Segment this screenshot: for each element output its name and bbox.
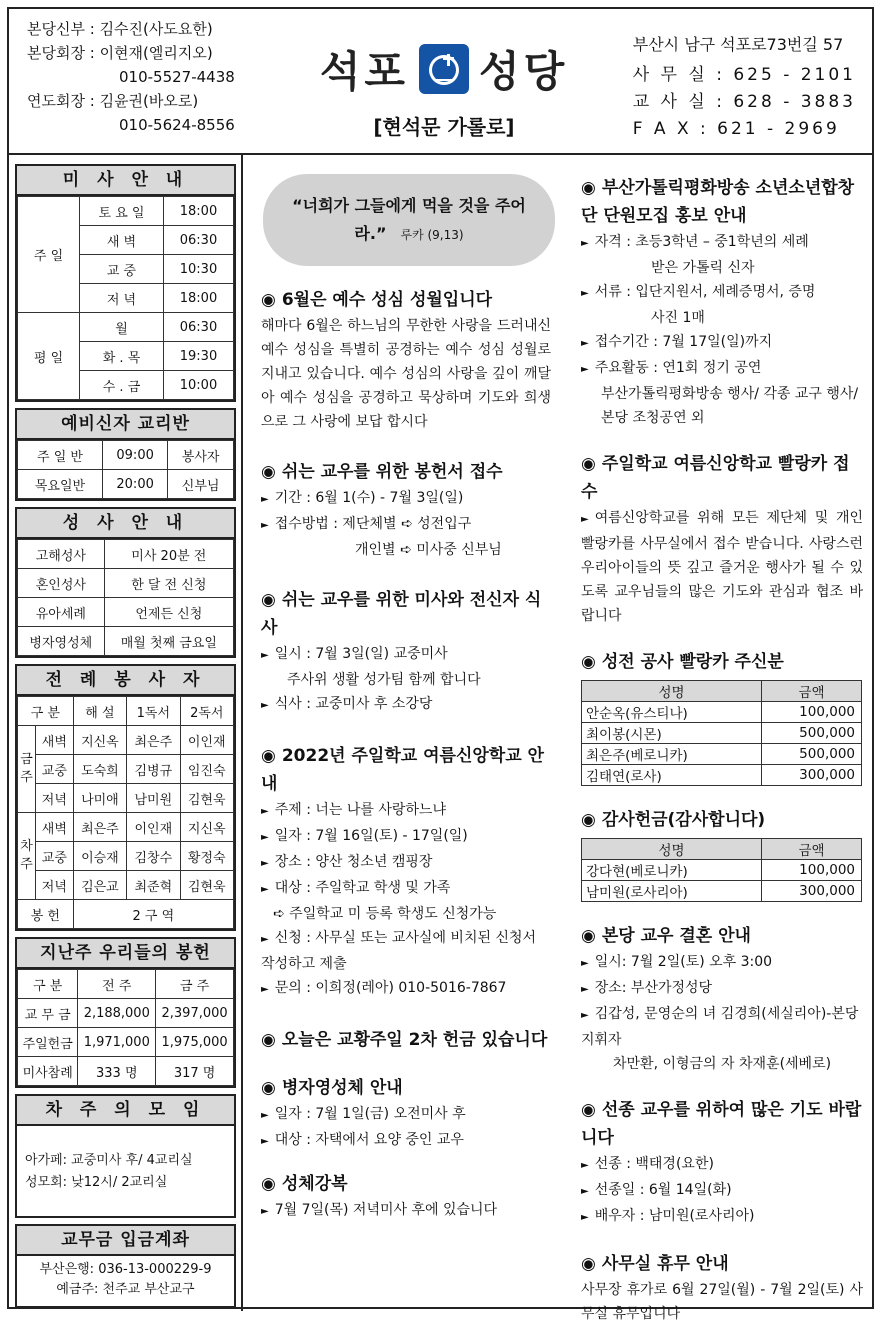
table-row: 남미원(로사리아) 300,000 xyxy=(582,881,862,902)
bullet-icon: ◉ xyxy=(261,462,276,482)
table-row: 안순옥(유스티나) 100,000 xyxy=(582,702,862,723)
patron-subtitle: [현석문 가롤로] xyxy=(373,115,515,139)
notice-title: 쉬는 교우를 위한 봉헌서 접수 xyxy=(281,462,503,482)
header-staff xyxy=(27,17,235,137)
arrow-icon: ► xyxy=(581,1160,589,1171)
notice-body: 사무장 휴가로 6월 27일(월) - 7월 2일(토) 사무실 휴무입니다 xyxy=(581,1282,863,1322)
notice-deceased: ◉ 선종 교우를 위하여 많은 기도 바랍니다 ► 선종 : 백태경(요한) ► 선종일 : 6월 14일(화) ► 배우자 : 남미원(로사리아) xyxy=(581,1100,862,1224)
notice-title: 성전 공사 빨랑카 주신분 xyxy=(601,652,784,672)
notice-summer-school: ◉ 2022년 주일학교 여름신앙학교 안내 ► 주제 : 너는 나를 사랑하느냐 ► 일자 : 7월 16일(토) - 17일(일) ► 장소 : 양산 청소년 캠핑장 ► 대상 : 주일학교 학생 및 가족 ➪ 주일학교 미 등록 학생도 신청가능 ► 신청 : 사무실 또는 교사실에 비치된 신청서 작성하고 제출 ► 문의 : 이희정(레아) 010-5016-7867 xyxy=(261,746,544,996)
left-sidebar xyxy=(15,164,236,1314)
quote-reference: 루카 (9,13) xyxy=(400,228,464,242)
table-row: 최이봉(시몬) 500,000 xyxy=(582,723,862,744)
quote-text: “너희가 그들에게 먹을 것을 주어라.” xyxy=(292,196,526,243)
arrow-icon: ► xyxy=(261,520,269,531)
header-contacts xyxy=(633,31,856,143)
notice-offering-letter: ◉ 쉬는 교우를 위한 봉헌서 접수 ► 기간 : 6월 1(수) - 7월 3일(일) ► 접수방법 : 제단체별 ➪ 성전입구 개인별 ➪ 미사중 신부님 xyxy=(261,462,503,558)
notice-pope-sunday xyxy=(261,1026,551,1054)
notice-title: 성체강복 xyxy=(281,1174,348,1194)
notice-sacred-heart xyxy=(261,286,551,434)
church-logo-icon xyxy=(419,44,469,94)
bullet-icon: ◉ xyxy=(581,1100,596,1120)
bullet-icon: ◉ xyxy=(581,926,596,946)
notice-choir-recruit: ◉ 부산가톨릭평화방송 소년소년합창단 단원모집 홍보 안내 ► 자격 : 초등3학년 – 중1학년의 세례 받은 가톨릭 신자 ► 서류 : 입단지원서, 세례증명서, 증명 사진 1매 ► 접수기간 : 7월 17일(일)까지 ► 주요활동 : 연1회 정기 공연 부산가톨릭평화방송 행사/ 각종 교구 행사/ 본당 조청공연 외 xyxy=(581,178,859,426)
sacrament-title: 성 사 안 내 xyxy=(17,509,234,539)
notice-title: 주일학교 여름신앙학교 빨랑카 접수 xyxy=(581,454,850,502)
bank-account: 부산은행: 036-13-000229-9 xyxy=(39,1262,212,1277)
arrow-icon: ► xyxy=(261,494,269,505)
arrow-icon: ► xyxy=(581,1186,589,1197)
table-row: 강다현(베로니카) 100,000 xyxy=(582,860,862,881)
president-phone: 010-5527-4438 xyxy=(119,68,235,86)
bullet-icon: ◉ xyxy=(261,1174,276,1194)
arrow-icon: ► xyxy=(261,700,269,711)
arrow-icon: ► xyxy=(261,934,269,945)
offering-table: 구 분 전 주 금 주 교 무 금 2,188,000 2,397,000 주일헌금 1,971,000 1,975,000 미사참례 333 명 317 명 xyxy=(17,969,234,1086)
arrow-icon: ► xyxy=(261,884,269,895)
meeting-line: 아가페: 교중미사 후/ 4교리실 xyxy=(25,1153,193,1168)
notice-sick-communion: ◉ 병자영성체 안내 ► 일자 : 7월 1일(금) 오전미사 후 ► 대상 : 자택에서 요양 중인 교우 xyxy=(261,1078,466,1148)
bullet-icon: ◉ xyxy=(261,1078,276,1098)
notice-summer-school-offering xyxy=(581,450,863,628)
bullet-icon: ◉ xyxy=(261,590,276,610)
mass-schedule-title: 미 사 안 내 xyxy=(17,166,234,196)
notice-title: 2022년 주일학교 여름신앙학교 안내 xyxy=(261,746,544,794)
thanks-table: 성명 금액 강다현(베로니카) 100,000 남미원(로사리아) 300,000 xyxy=(581,838,862,902)
table-row: 김태연(로사) 300,000 xyxy=(582,765,862,786)
arrow-icon: ► xyxy=(581,364,589,375)
notice-title: 6월은 예수 성심 성월입니다 xyxy=(281,290,493,310)
office-phone: 사 무 실 : 625 - 2101 xyxy=(632,65,856,85)
bullet-icon: ◉ xyxy=(581,810,596,830)
bullet-icon: ◉ xyxy=(581,178,596,198)
president-line: 본당회장 : 이현재(엘리지오) xyxy=(27,44,213,62)
notice-title: 오늘은 교황주일 2차 헌금 있습니다 xyxy=(281,1030,548,1050)
arrow-icon: ► xyxy=(261,1206,269,1217)
notice-thanks-offering xyxy=(581,806,863,902)
arrow-icon: ► xyxy=(261,832,269,843)
sacrament-box xyxy=(15,507,236,658)
arrow-icon: ► xyxy=(581,1212,589,1223)
arrow-icon: ► xyxy=(581,958,589,969)
bullet-icon: ◉ xyxy=(261,746,276,766)
mass-schedule-box xyxy=(15,164,236,402)
arrow-icon: ► xyxy=(581,238,589,249)
meeting-title: 차 주 의 모 임 xyxy=(17,1096,234,1126)
offering-title: 지난주 우리들의 봉헌 xyxy=(17,939,234,969)
bulletin-page xyxy=(7,7,874,1322)
title-part-1: 석포 xyxy=(319,47,409,96)
notice-body: 해마다 6월은 하느님의 무한한 사랑을 드러내신 예수 성심을 특별히 공경하는 예수 성심 성월로 지내고 있습니다. 예수 성심의 사랑을 깊이 깨달아 예수 성심을 공경하고 묵상하며 기도와 희생으로 그 사랑에 보답 합시다 xyxy=(261,318,551,430)
catechumen-title: 예비신자 교리반 xyxy=(17,410,234,440)
account-title: 교무금 입금계좌 xyxy=(17,1226,234,1256)
notice-construction-donors xyxy=(581,648,863,786)
donor-table: 성명 금액 안순옥(유스티나) 100,000 최이봉(시몬) 500,000 최은주(베로니카) 500,000 김태연(로사) 300,000 xyxy=(581,680,862,786)
account-box xyxy=(15,1224,236,1308)
arrow-icon: ► xyxy=(581,514,589,525)
fax-number: F A X : 621 - 2969 xyxy=(632,119,840,139)
notice-title: 부산가톨릭평화방송 소년소년합창단 단원모집 홍보 안내 xyxy=(581,178,855,226)
notice-title: 감사헌금(감사합니다) xyxy=(601,810,766,830)
notice-title: 선종 교우를 위하여 많은 기도 바랍니다 xyxy=(581,1100,862,1148)
church-title xyxy=(314,39,574,140)
liturgy-box xyxy=(15,664,236,931)
notice-title: 병자영성체 안내 xyxy=(281,1078,403,1098)
bullet-icon: ◉ xyxy=(261,290,276,310)
pastor-line: 본당신부 : 김수진(사도요한) xyxy=(27,20,213,38)
arrow-icon: ► xyxy=(581,288,589,299)
right-column xyxy=(581,174,863,1326)
notice-wedding: ◉ 본당 교우 결혼 안내 ► 일시: 7월 2일(토) 오후 3:00 ► 장소: 부산가정성당 ► 김갑성, 문영순의 녀 김경희(세실리아)-본당 지휘자 차만환, 이형금의 자 차재훈(세베로) xyxy=(581,926,859,1072)
notice-title: 본당 교우 결혼 안내 xyxy=(601,926,751,946)
district-head-phone: 010-5624-8556 xyxy=(119,116,235,134)
scripture-quote xyxy=(263,174,555,266)
arrow-icon: ► xyxy=(261,1136,269,1147)
mass-schedule-table: 주 일 토 요 일 18:00 새 벽 06:30 교 중 10:30 저 녁 18:00 평 일 월 06:30 화 . 목 19:30 수 . 금 10:00 xyxy=(17,196,234,400)
table-row: 최은주(베로니카) 500,000 xyxy=(582,744,862,765)
meeting-box xyxy=(15,1094,236,1218)
meeting-line: 성모회: 낮12시/ 2교리실 xyxy=(25,1175,168,1190)
bullet-icon: ◉ xyxy=(261,1030,276,1050)
notice-body: 여름신앙학교를 위해 모든 제단체 및 개인 빨랑카를 사무실에서 접수 받습니다. 사랑스런 우리아이들의 뜻 깊고 즐거운 행사가 될 수 있도록 교우님들의 많은 기도와 관심과 협조 바랍니다 xyxy=(581,510,863,624)
bullet-icon: ◉ xyxy=(581,652,596,672)
district-head-line: 연도회장 : 김윤권(바오로) xyxy=(27,92,199,110)
liturgy-title: 전 례 봉 사 자 xyxy=(17,666,234,696)
arrow-icon: ► xyxy=(261,858,269,869)
notice-title: 사무실 휴무 안내 xyxy=(601,1254,729,1274)
arrow-icon: ► xyxy=(581,1010,589,1021)
title-part-2: 성당 xyxy=(479,47,569,96)
arrow-icon: ► xyxy=(581,338,589,349)
catechumen-table: 주 일 반 09:00 봉사자 목요일반 20:00 신부님 xyxy=(17,440,234,499)
catechumen-box xyxy=(15,408,236,501)
account-holder: 예금주: 천주교 부산교구 xyxy=(56,1282,195,1297)
bullet-icon: ◉ xyxy=(581,454,596,474)
notice-mass-meal: ◉ 쉬는 교우를 위한 미사와 전신자 식사 ► 일시 : 7월 3일(일) 교중미사 주사위 생활 성가팀 함께 합니다 ► 식사 : 교중미사 후 소강당 xyxy=(261,590,542,712)
middle-column xyxy=(261,174,551,1224)
notice-title: 쉬는 교우를 위한 미사와 전신자 식사 xyxy=(261,590,542,638)
arrow-icon: ► xyxy=(261,806,269,817)
liturgy-table: 구 분 해 설 1독서 2독서 금주 새벽 지신옥 최은주 이인재 교중 도숙희 김병규 임진숙 저녁 나미애 남미원 김현욱 차주 새벽 최은주 이인재 지신옥 교중 이승재 김창수 황정숙 저녁 김은교 최준혁 김현욱 봉 헌 2 구 역 xyxy=(17,696,234,929)
bullet-icon: ◉ xyxy=(581,1254,596,1274)
notice-office-closed xyxy=(581,1250,863,1326)
header xyxy=(9,9,872,155)
offering-box xyxy=(15,937,236,1088)
column-divider xyxy=(241,155,243,1311)
arrow-icon: ► xyxy=(261,1110,269,1121)
notice-benediction: ◉ 성체강복 ► 7월 7일(목) 저녁미사 후에 있습니다 xyxy=(261,1174,498,1218)
teacher-phone: 교 사 실 : 628 - 3883 xyxy=(632,92,856,112)
arrow-icon: ► xyxy=(261,650,269,661)
arrow-icon: ► xyxy=(581,984,589,995)
address: 부산시 남구 석포로73번길 57 xyxy=(632,35,844,54)
arrow-icon: ► xyxy=(261,984,269,995)
sacrament-table: 고해성사 미사 20분 전 혼인성사 한 달 전 신청 유아세례 언제든 신청 병자영성체 매월 첫째 금요일 xyxy=(17,539,234,656)
